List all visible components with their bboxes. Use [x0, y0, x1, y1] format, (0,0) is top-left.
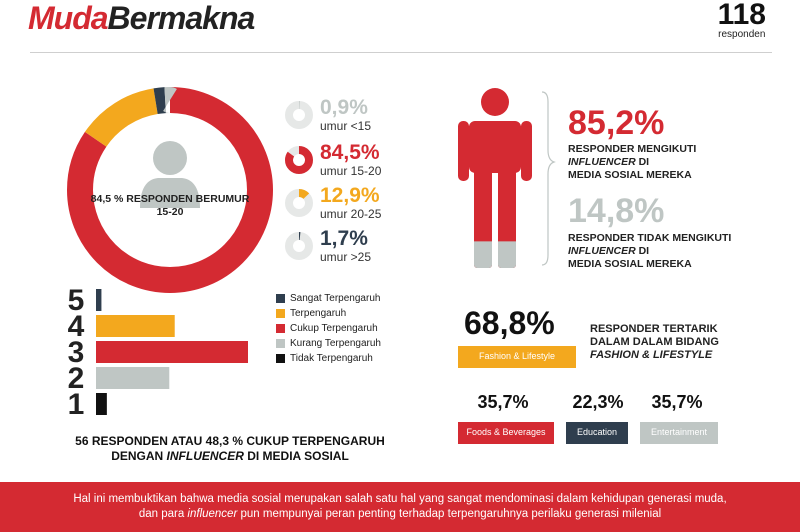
influence-bar-chart — [60, 285, 260, 425]
interest-percentage: 35,7% — [477, 392, 529, 412]
mini-donut-icon — [284, 231, 314, 261]
legend-item — [276, 351, 381, 366]
bar-chart-caption: 56 RESPONDEN ATAU 48,3 % CUKUP TERPENGARUH DENGAN INFLUENCER DI MEDIA SOSIAL — [75, 434, 385, 463]
interest-tag: Foods & Beverages — [458, 422, 554, 444]
follow-note: RESPONDER MENGIKUTI INFLUENCER DI MEDIA SOSIAL MEREKA — [568, 143, 697, 181]
body-not-follow-fill — [455, 241, 535, 268]
header-divider — [30, 52, 772, 53]
age-group-row — [284, 184, 404, 232]
follow-percentage: 85,2% — [568, 104, 665, 142]
age-group-percentage: 12,9% — [320, 184, 380, 207]
interest-percentage: 35,7% — [651, 392, 703, 412]
body-follow-fill — [455, 88, 535, 268]
respondent-count-number: 118 — [717, 0, 766, 31]
mini-donut-icon — [284, 188, 314, 218]
age-group-label: umur 15-20 — [320, 164, 382, 178]
bar-category-label: 2 — [67, 362, 85, 395]
respondent-count-label: responden — [718, 29, 766, 40]
fashion-percentage: 68,8% — [464, 305, 555, 341]
brand-logo — [28, 0, 254, 37]
bar-category-label: 1 — [67, 388, 85, 421]
age-group-row — [284, 96, 404, 144]
legend-item — [276, 306, 381, 321]
legend-item — [276, 291, 381, 306]
fashion-note: RESPONDER TERTARIK DALAM DALAM BIDANG FASHION & LIFESTYLE — [590, 323, 719, 361]
donut-label: 84,5 % RESPONDEN BERUMUR 15-20 — [90, 193, 250, 218]
age-group-label: umur <15 — [320, 119, 372, 133]
legend-swatch — [276, 324, 285, 333]
person-body-icon — [455, 88, 535, 268]
legend-item — [276, 321, 381, 336]
bar-2 — [96, 367, 169, 389]
not-follow-note: RESPONDER TIDAK MENGIKUTI INFLUENCER DI MEDIA SOSIAL MEREKA — [568, 232, 732, 270]
interest-tag: Entertainment — [640, 422, 718, 444]
brand-part-2: Bermakna — [107, 0, 255, 36]
age-group-row — [284, 141, 404, 189]
interest-percentage: 22,3% — [572, 392, 624, 412]
bar-3 — [96, 341, 248, 363]
bar-5 — [96, 289, 101, 311]
legend-label: Sangat Terpengaruh — [290, 293, 381, 304]
interest-tag: Education — [566, 422, 628, 444]
respondent-count — [718, 0, 766, 40]
age-group-percentage: 1,7% — [320, 227, 368, 250]
age-group-label: umur >25 — [320, 250, 372, 264]
age-group-percentage: 0,9% — [320, 96, 368, 119]
legend-item — [276, 336, 381, 351]
legend-label: Kurang Terpengaruh — [290, 338, 381, 349]
legend-swatch — [276, 294, 285, 303]
age-group-percentage: 84,5% — [320, 141, 380, 164]
age-donut-chart — [60, 80, 280, 300]
legend-swatch — [276, 339, 285, 348]
bracket-lines — [538, 90, 558, 270]
age-group-label: umur 20-25 — [320, 207, 382, 221]
not-follow-percentage: 14,8% — [568, 192, 665, 230]
legend-label: Terpengaruh — [290, 308, 347, 319]
mini-donut-icon — [284, 145, 314, 175]
legend-swatch — [276, 354, 285, 363]
bar-category-label: 3 — [67, 336, 85, 369]
legend-label: Tidak Terpengaruh — [290, 353, 373, 364]
mini-donut-icon — [284, 100, 314, 130]
bar-4 — [96, 315, 175, 337]
age-group-row — [284, 227, 404, 275]
bar-1 — [96, 393, 107, 415]
footer-line-1: Hal ini membuktikan bahwa media sosial merupakan salah satu hal yang sangat mendominasi dalam kehidupan generasi muda, — [73, 493, 727, 505]
footer-banner: Hal ini membuktikan bahwa media sosial merupakan salah satu hal yang sangat mendominasi dalam kehidupan generasi muda, dan para influencer pun mempunyai peran penting terhadap terpengaruhnya perilaku generasi milenial — [0, 482, 800, 532]
fashion-tag: Fashion & Lifestyle — [458, 346, 576, 368]
bar-category-label: 5 — [67, 285, 85, 317]
bar-category-label: 4 — [67, 310, 85, 343]
legend-label: Cukup Terpengaruh — [290, 323, 378, 334]
legend-swatch — [276, 309, 285, 318]
bar-chart-legend — [276, 291, 381, 366]
brand-part-1: Muda — [28, 0, 108, 36]
